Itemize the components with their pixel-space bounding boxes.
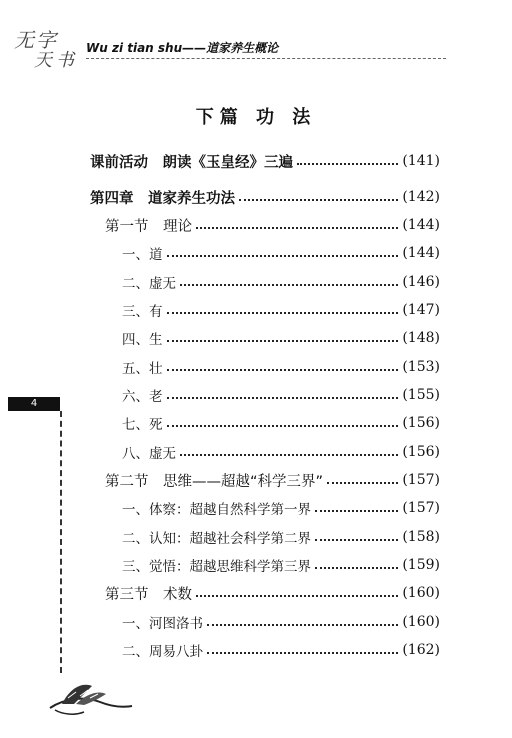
toc-entry-label: 八、虚无 bbox=[122, 446, 176, 462]
toc-leader-dots bbox=[196, 595, 398, 597]
toc-entry-page: (156) bbox=[402, 444, 440, 460]
toc-entry-label: 第一节 理论 bbox=[105, 218, 192, 235]
toc-entry bbox=[122, 242, 440, 264]
toc-leader-dots bbox=[239, 199, 398, 201]
toc-entry bbox=[105, 214, 440, 236]
toc-entry bbox=[122, 412, 440, 434]
toc-entry-label: 一、道 bbox=[122, 247, 163, 263]
toc-entry bbox=[122, 441, 440, 463]
toc-entry bbox=[90, 186, 440, 208]
toc-entry-label: 六、老 bbox=[122, 389, 163, 405]
toc-entry-label: 一、体察：超越自然科学第一界 bbox=[122, 502, 311, 518]
toc-entry-page: (148) bbox=[402, 330, 440, 346]
toc-leader-dots bbox=[196, 227, 398, 229]
toc-leader-dots bbox=[207, 652, 398, 654]
page-number-tab: 4 bbox=[8, 397, 60, 411]
toc-entry bbox=[122, 554, 440, 576]
logo-text-line2: 天书 bbox=[34, 50, 78, 71]
toc-entry-label: 三、有 bbox=[122, 304, 163, 320]
toc-entry bbox=[122, 327, 440, 349]
toc-leader-dots bbox=[167, 312, 399, 314]
toc-entry bbox=[122, 497, 440, 519]
logo-text-line1: 无字 bbox=[14, 28, 58, 52]
toc-entry bbox=[122, 356, 440, 378]
toc-entry-page: (158) bbox=[402, 529, 440, 545]
toc-entry-label: 二、认知：超越社会科学第二界 bbox=[122, 531, 311, 547]
toc-entry bbox=[122, 611, 440, 633]
toc-entry bbox=[122, 526, 440, 548]
toc-entry bbox=[122, 639, 440, 661]
toc-entry bbox=[105, 469, 440, 491]
toc-entry bbox=[122, 299, 440, 321]
toc-leader-dots bbox=[167, 255, 399, 257]
margin-dashed-line bbox=[60, 411, 62, 673]
header-divider bbox=[86, 58, 446, 59]
toc-entry-label: 第三节 术数 bbox=[105, 586, 192, 603]
toc-entry-page: (160) bbox=[402, 614, 440, 630]
toc-entry-page: (144) bbox=[402, 245, 440, 261]
toc-entry bbox=[105, 582, 440, 604]
toc-entry-page: (159) bbox=[402, 557, 440, 573]
toc-leader-dots bbox=[167, 397, 399, 399]
toc-entry-page: (160) bbox=[402, 585, 440, 601]
toc-entry-page: (156) bbox=[402, 415, 440, 431]
toc-entry-label: 二、周易八卦 bbox=[122, 644, 203, 660]
toc-entry bbox=[122, 384, 440, 406]
toc-entry-page: (157) bbox=[402, 472, 440, 488]
toc-leader-dots bbox=[167, 425, 399, 427]
toc-entry-page: (153) bbox=[402, 359, 440, 375]
butterfly-ornament-icon bbox=[40, 668, 140, 718]
toc-leader-dots bbox=[167, 340, 399, 342]
toc-leader-dots bbox=[207, 624, 398, 626]
toc-entry-page: (155) bbox=[402, 387, 440, 403]
toc-leader-dots bbox=[315, 539, 398, 541]
section-title: 下篇 功 法 bbox=[195, 107, 317, 128]
toc-leader-dots bbox=[315, 567, 398, 569]
running-title: Wu zi tian shu——道家养生概论 bbox=[86, 41, 279, 55]
toc-entry-label: 第四章 道家养生功法 bbox=[90, 190, 235, 207]
toc-entry-label: 课前活动 朗读《玉皇经》三遍 bbox=[90, 154, 293, 171]
toc-entry-label: 一、河图洛书 bbox=[122, 616, 203, 632]
toc-entry-label: 第二节 思维——超越“科学三界” bbox=[105, 473, 324, 490]
toc-entry-page: (142) bbox=[402, 189, 440, 205]
toc-entry-label: 五、壮 bbox=[122, 361, 163, 377]
toc-entry bbox=[122, 271, 440, 293]
toc-entry bbox=[90, 150, 440, 172]
toc-leader-dots bbox=[315, 510, 398, 512]
toc-entry-page: (147) bbox=[402, 302, 440, 318]
toc-entry-page: (144) bbox=[402, 217, 440, 233]
toc-leader-dots bbox=[297, 163, 398, 165]
toc-entry-label: 三、觉悟：超越思维科学第三界 bbox=[122, 559, 311, 575]
toc-entry-label: 二、虚无 bbox=[122, 276, 176, 292]
toc-entry-label: 四、生 bbox=[122, 332, 163, 348]
toc-entry-page: (157) bbox=[402, 500, 440, 516]
toc-entry-page: (162) bbox=[402, 642, 440, 658]
toc-leader-dots bbox=[180, 284, 398, 286]
toc-entry-page: (141) bbox=[402, 153, 440, 169]
toc-leader-dots bbox=[180, 454, 398, 456]
toc-entry-label: 七、死 bbox=[122, 417, 163, 433]
toc-entry-page: (146) bbox=[402, 274, 440, 290]
book-logo bbox=[12, 24, 96, 72]
toc-leader-dots bbox=[327, 482, 398, 484]
toc-leader-dots bbox=[167, 369, 399, 371]
